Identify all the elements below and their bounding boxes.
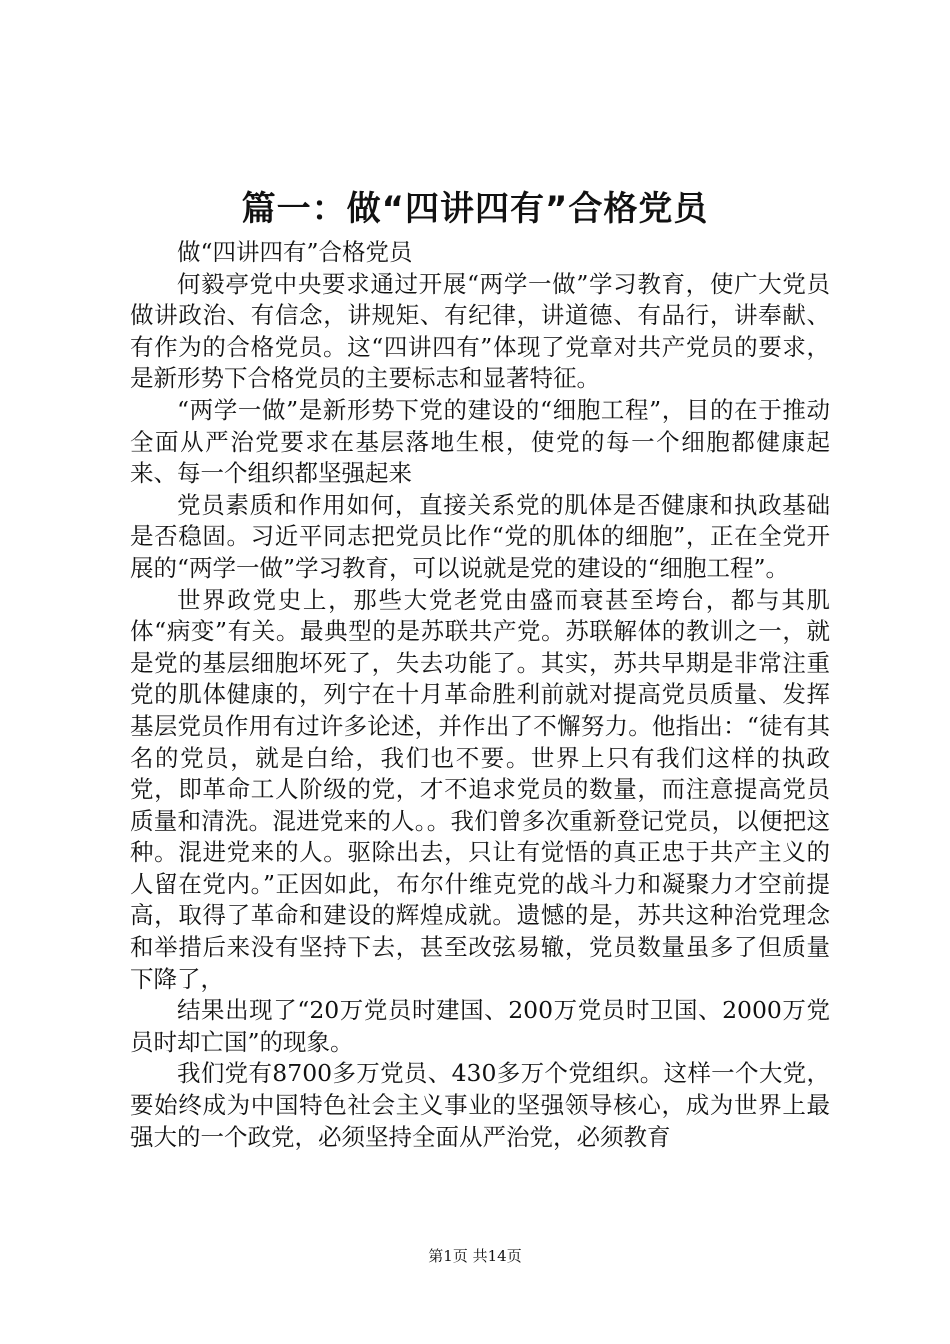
paragraph: 结果出现了“20万党员时建国、200万党员时卫国、2000万党员时却亡国”的现象。 [130,996,830,1056]
page-number: 第1页 共14页 [428,1247,522,1265]
document-body [130,237,830,1153]
page-footer [0,1246,950,1266]
paragraph: 世界政党史上，那些大党老党由盛而衰甚至垮台，都与其肌体“病变”有关。最典型的是苏联共产党。苏联解体的教训之一，就是党的基层细胞坏死了，失去功能了。其实，苏共早期是非常注重党的肌体健康的，列宁在十月革命胜利前就对提高党员质量、发挥基层党员作用有过许多论述，并作出了不懈努力。他指出：“徒有其名的党员，就是白给，我们也不要。世界上只有我们这样的执政党，即革命工人阶级的党，才不追求党员的数量，而注意提高党员质量和清洗。混进党来的人。。我们曾多次重新登记党员，以便把这种。混进党来的人。驱除出去，只让有觉悟的真正忠于共产主义的人留在党内。”正因如此，布尔什维克党的战斗力和凝聚力才空前提高，取得了革命和建设的辉煌成就。遗憾的是，苏共这种治党理念和举措后来没有坚持下去，甚至改弦易辙，党员数量虽多了但质量下降了， [130,585,830,993]
paragraph-subtitle: 做“四讲四有”合格党员 [177,238,413,266]
paragraph: “两学一做”是新形势下党的建设的“细胞工程”，目的在于推动全面从严治党要求在基层落地生根，使党的每一个细胞都健康起来、每一个组织都坚强起来 [130,395,830,488]
paragraph: 我们党有8700多万党员、430多万个党组织。这样一个大党，要始终成为中国特色社会主义事业的坚强领导核心，成为世界上最强大的一个政党，必须坚持全面从严治党，必须教育 [130,1059,830,1151]
paragraph: 党员素质和作用如何，直接关系党的肌体是否健康和执政基础是否稳固。习近平同志把党员比作“党的肌体的细胞”，正在全党开展的“两学一做”学习教育，可以说就是党的建设的“细胞工程”。 [130,490,830,582]
document-title: 篇一：做“四讲四有”合格党员 [241,189,709,229]
paragraph: 何毅亭党中央要求通过开展“两学一做”学习教育，使广大党员做讲政治、有信念，讲规矩、有纪律，讲道德、有品行，讲奉献、有作为的合格党员。这“四讲四有”体现了党章对共产党员的要求，是新形势下合格党员的主要标志和显著特征。 [130,269,830,393]
